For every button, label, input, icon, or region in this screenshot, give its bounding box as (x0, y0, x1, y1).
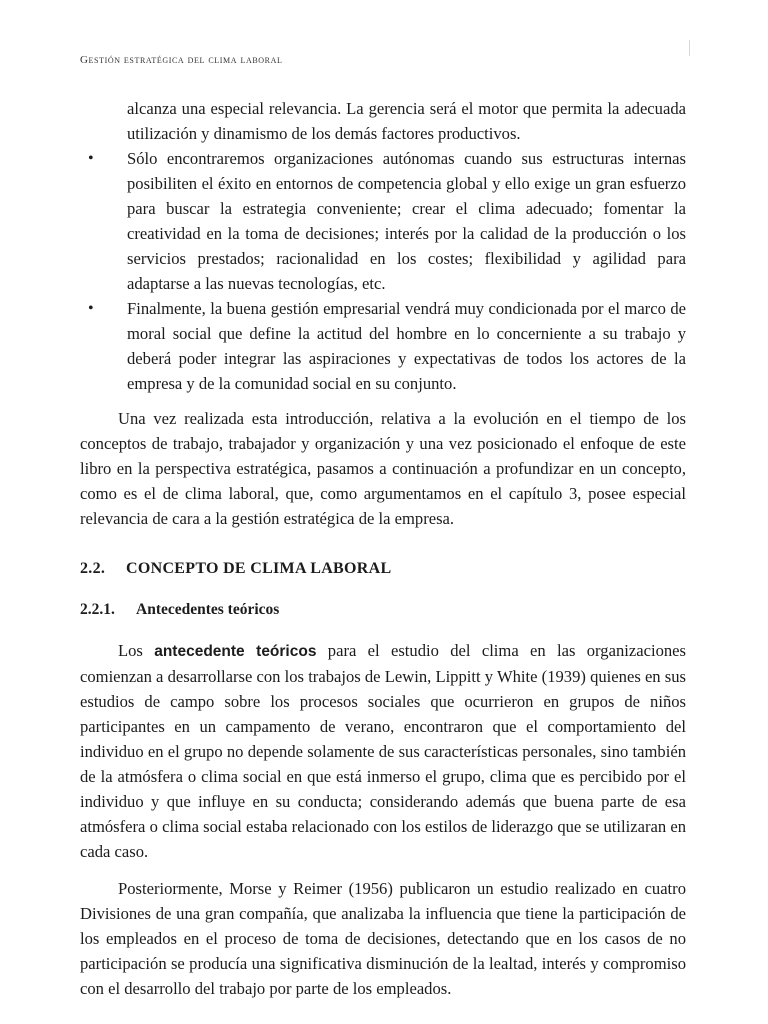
highlighted-term: antecedente teóricos (154, 643, 317, 660)
subsection-number: 2.2.1. (80, 601, 115, 618)
page-body (80, 96, 686, 1001)
bullet-item (80, 296, 686, 396)
margin-mark (689, 40, 690, 56)
bullet-item (80, 146, 686, 296)
paragraph-antecedentes (80, 638, 686, 864)
intro-paragraph: Una vez realizada esta introducción, relativa a la evolución en el tiempo de los conceptos de trabajo, trabajador y organización y una vez posicionado el enfoque de este libro en la perspectiva estratégica, pasamos a continuación a profundizar en un concepto, como es el de clima laboral, que, como argumentamos en el capítulo 3, posee especial relevancia de cara a la gestión estratégica de la empresa. (80, 409, 686, 528)
paragraph-morse-reimer: Posteriormente, Morse y Reimer (1956) publicaron un estudio realizado en cuatro Divisiones de una gran compañía, que analizaba la influencia que tiene la participación de los empleados en el proceso de toma de decisiones, detectando que en los casos de no participación se producía una significativa disminución de la lealtad, interés y compromiso con el desarrollo del trabajo por parte de los empleados. (80, 879, 686, 998)
bullet-list (80, 146, 686, 396)
paragraph-rest: para el estudio del clima en las organizaciones comienzan a desarrollarse con los trabajos de Lewin, Lippitt y White (1939) quienes en sus estudios de campo sobre los procesos sociales que ocurrieron en grupos de niños participantes en un campamento de verano, encontraron que el comportamiento del individuo en el grupo no depende solamente de sus características personales, sino también de la atmósfera o clima social en que está inmerso el grupo, clima que es percibido por el individuo y que influye en su conducta; considerando además que buena parte de esa atmósfera o clima social estaba relacionado con los estilos de liderazgo que se utilizaran en cada caso. (80, 641, 686, 861)
section-title: CONCEPTO DE CLIMA LABORAL (126, 560, 392, 577)
continuation-text: alcanza una especial relevancia. La gerencia será el motor que permita la adecuada utilización y dinamismo de los demás factores productivos. (127, 99, 686, 143)
subsection-title: Antecedentes teóricos (136, 601, 280, 618)
bullet-icon: • (88, 300, 94, 317)
paragraph-lead: Los (118, 641, 155, 660)
section-heading (80, 556, 686, 581)
running-head: Gestión estratégica del clima laboral (80, 54, 283, 66)
bullet-text: Sólo encontraremos organizaciones autónomas cuando sus estructuras internas posibiliten el éxito en entornos de competencia global y ello exige un gran esfuerzo para buscar la estrategia conveniente; crear el clima adecuado; fomentar la creatividad en la toma de decisiones; interés por la calidad de la producción o los servicios prestados; racionalidad en los costes; flexibilidad y agilidad para adaptarse a las nuevas tecnologías, etc. (127, 149, 686, 293)
section-number: 2.2. (80, 560, 106, 577)
bullet-text: Finalmente, la buena gestión empresarial vendrá muy condicionada por el marco de moral social que define la actitud del hombre en lo concerniente a su trabajo y deberá poder integrar las aspiraciones y expectativas de todos los actores de la empresa y de la comunidad social en su conjunto. (127, 299, 686, 393)
subsection-heading (80, 597, 686, 622)
bullet-icon: • (88, 150, 94, 167)
